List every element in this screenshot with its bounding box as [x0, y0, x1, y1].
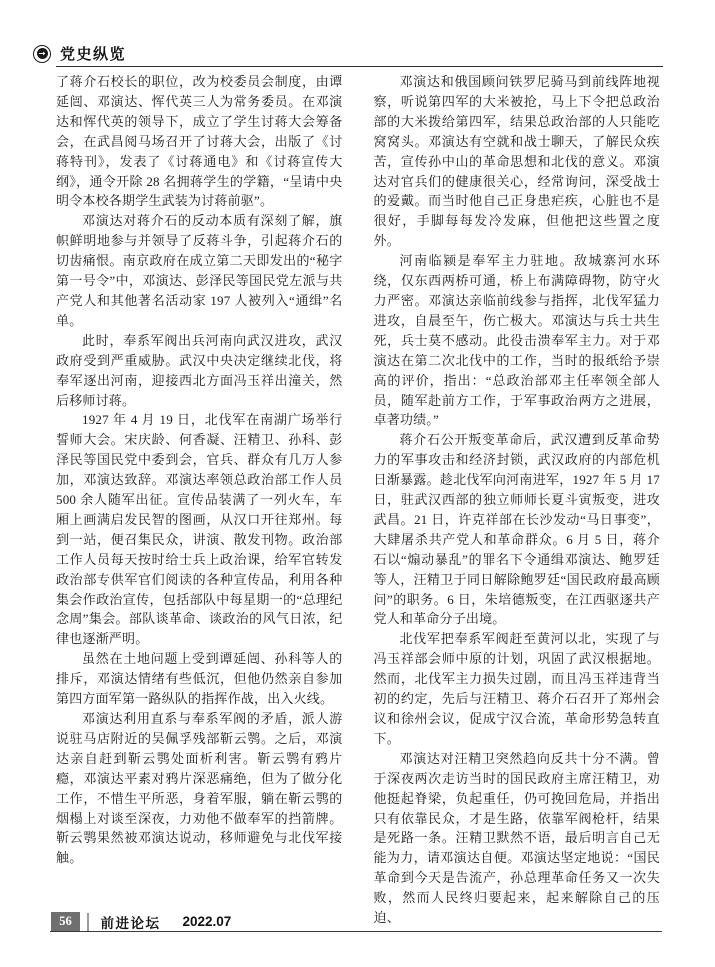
page-header	[33, 43, 126, 64]
header-rule	[56, 66, 663, 67]
left-column	[56, 72, 343, 928]
arrow-right-circle-icon	[33, 45, 51, 63]
paragraph: 邓演达和俄国顾问铁罗尼骑马到前线阵地视察，听说第四军的大米被抢，马上下令把总政治部的大米拨给第四军，结果总政治部的人只能吃窝窝头。邓演达有空就和战士聊天，了解民众疾苦，宣传孙中山的革命思想和北伐的意义。邓演达对官兵们的健康很关心，经常询问，深受战士的爱戴。而当时他自己正身患疟疾，心脏也不是很好，手脚每每发冷发麻，但他把这些置之度外。	[373, 74, 660, 249]
paragraph: 邓演达利用直系与奉系军阀的矛盾，派人游说驻马店附近的吴佩孚残部靳云鹗。之后，邓演达亲自赶到靳云鹗处面析利害。靳云鹗有鸦片瘾，邓演达平素对鸦片深恶痛绝，但为了做分化工作，不惜生平所恶，身着军服，躺在靳云鹗的烟榻上对谈至深夜，力劝他不做奉军的挡箭牌。靳云鹗果然被邓演达说动，移师避免与北伐军接触。	[56, 711, 343, 866]
right-column	[374, 72, 661, 928]
paragraph: 邓演达对汪精卫突然趋向反共十分不满。曾于深夜两次走访当时的国民政府主席汪精卫，劝他挺起脊梁，负起重任，仍可挽回危局，并指出只有依靠民众，才是生路，依靠军阀枪杆，结果是死路一条。汪精卫默然不语，最后明言自己无能为力，请邓演达自便。邓演达坚定地说：“国民革命到今天是告流产，孙总理革命任务又一次失败，然而人民终归要起来，起来解除自己的压迫、	[373, 750, 660, 926]
page-footer	[51, 912, 231, 931]
paragraph: 邓演达对蒋介石的反动本质有深刻了解，旗帜鲜明地参与并领导了反蒋斗争，引起蒋介石的切齿痛恨。南京政府在成立第二天即发出的“秘字第一号令”中，邓演达、彭泽民等国民党左派与共产党人和其他著名活动家 197 人被列入“通缉”名单。	[56, 213, 343, 328]
arrow-glyph: →	[37, 48, 48, 59]
issue-date: 2022.07	[182, 914, 232, 929]
paragraph: 北伐军把奉系军阀赶至黄河以北，实现了与冯玉祥部会师中原的计划，巩固了武汉根据地。然而，北伐军主力损失过剧，而且冯玉祥违背当初的约定，先后与汪精卫、蒋介石召开了郑州会议和徐州会议，促成宁汉合流，革命形势急转直下。	[373, 631, 660, 746]
paragraph: 1927 年 4 月 19 日，北伐军在南湖广场举行誓师大会。宋庆龄、何香凝、汪精卫、孙科、彭泽民等国民党中委到会，官兵、群众有几万人参加，邓演达致辞。邓演达率领总政治部工作人员 500 余人随军出征。宣传品装满了一列火车，车厢上画满启发民智的图画，从汉口开往郑州。每到一站，便召集民众，讲演、散发刊物。政治部工作人员每天按时给士兵上政治课，给军官转发政治部专供军官们阅读的各种宣传品，利用各种集会作政治宣传，包括部队中每星期一的“总理纪念周”集会。部队谈革命、谈政治的风气日浓，纪律也逐渐严明。	[56, 412, 343, 647]
journal-name: 前进论坛	[100, 915, 161, 931]
page-number-badge: 56	[51, 912, 80, 931]
paragraph: 此时，奉系军阀出兵河南向武汉进攻，武汉政府受到严重威胁。武汉中央决定继续北伐，将奉军逐出河南，迎接西北方面冯玉祥出潼关，然后移师讨蒋。	[56, 332, 343, 408]
paragraph: 河南临颍是奉军主力驻地。敌城寨河水环绕，仅东西两桥可通，桥上布满障碍物，防守火力严密。邓演达亲临前线参与指挥，北伐军猛力进攻，自晨至午，伤亡极大。邓演达与兵士共生死，兵士莫不感动。此役击溃奉军主力。对于邓演达在第二次北伐中的工作，当时的报纸给予崇高的评价，指出：“总政治部邓主任率领全部人员，随军赴前方工作，于军事政治两方之进展，卓著功绩。”	[373, 253, 660, 428]
footer-divider	[87, 913, 89, 931]
paragraph: 蒋介石公开叛变革命后，武汉遭到反革命势力的军事攻击和经济封锁，武汉政府的内部危机日渐暴露。趁北伐军向河南进军，1927 年 5 月 17 日，驻武汉西部的独立师师长夏斗寅叛变，进攻武昌。21 日，许克祥部在长沙发动“马日事变”，大肆屠杀共产党人和革命群众。6 月 5 日，蒋介石以“煽动暴乱”的罪名下令通缉邓演达、鲍罗廷等人，汪精卫于同日解除鲍罗廷“国民政府最高顾问”的职务。6 日，朱培德叛变，在江西驱逐共产党人和革命分子出境。	[373, 432, 660, 627]
paragraph: 了蒋介石校长的职位，改为校委员会制度，由谭延闿、邓演达、恽代英三人为常务委员。在邓演达和恽代英的领导下，成立了学生讨蒋大会筹备会，在武昌阅马场召开了讨蒋大会，出版了《讨蒋特刊》，发表了《讨蒋通电》和《讨蒋宣传大纲》，通令开除 28 名拥蒋学生的学籍，“呈请中央明令本校各期学生武装为讨蒋前驱”。	[56, 74, 343, 209]
paragraph: 虽然在土地问题上受到谭延闿、孙科等人的排斥，邓演达情绪有些低沉，但他仍然亲自参加第四方面军第一路纵队的指挥作战，出入火线。	[56, 651, 343, 707]
footer-rule	[50, 931, 662, 932]
article-body	[56, 72, 660, 928]
section-title: 党史纵览	[60, 46, 127, 63]
